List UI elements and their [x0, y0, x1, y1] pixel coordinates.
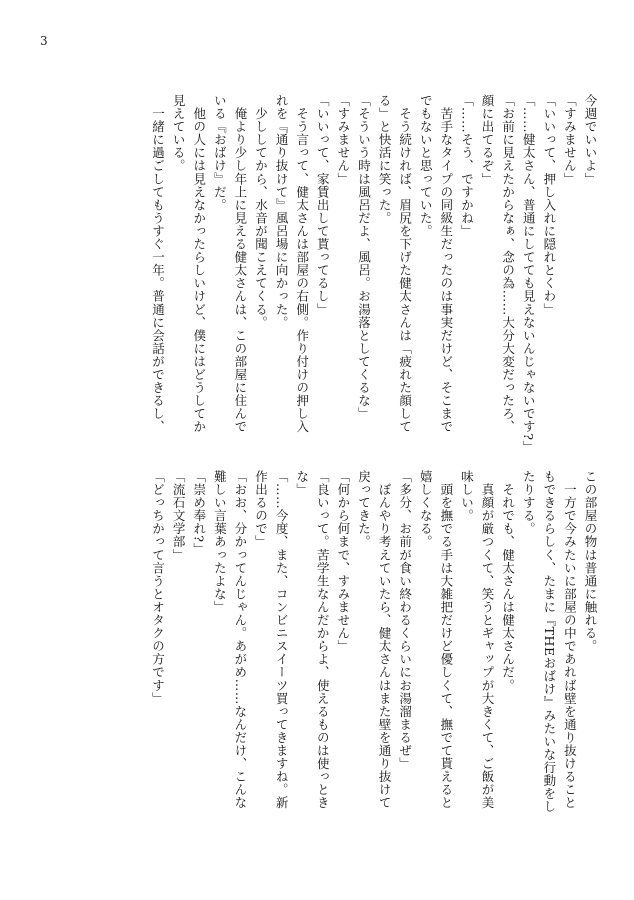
text-line: 「良いって。苦学生なんだからよ、使えるものは使っとき	[315, 470, 331, 810]
text-line: 見えている。	[171, 94, 187, 173]
page-number: 3	[40, 34, 48, 48]
text-line: 「そういう時は風呂だよ、風呂。お湯落としてくるな」	[356, 94, 372, 421]
text-line: る」と快活に笑った。	[377, 94, 393, 225]
text-line: 「すみません」	[562, 94, 578, 186]
text-line: この部屋の物は普通に触れる。	[583, 470, 598, 653]
text-line: 一緒に過ごしてもうすぐ一年。普通に会話ができるし、	[150, 94, 166, 434]
text-line: 苦手なタイプの同級生だったのは事実だけど、そこまで	[438, 94, 454, 434]
text-line: 今週でいいよ」	[583, 94, 598, 186]
text-line: 嬉しくなる。	[418, 470, 434, 549]
text-line: 「……そう、ですかね」	[459, 94, 475, 238]
text-line: 「おお、分かってんじゃん。あがめ……なんだけ、こんな	[232, 470, 248, 810]
text-line: 「多分、お前が食い終わるくらいにお湯溜まるぜ」	[397, 470, 413, 771]
text-line: 「いいって、家賃出して貰ってるし」	[315, 94, 331, 316]
text-line: 戻ってきた。	[356, 470, 372, 549]
text-line: 「……健太さん、普通にしてても見えないんじゃないです?」	[521, 94, 537, 454]
text-line: 頭を撫でる手は大雑把だけど優しくて、撫でて貰えると	[438, 470, 454, 810]
text-line: それでも、健太さんは健太さんだ。	[500, 470, 516, 692]
text-line: そう言って、健太さんは部屋の右側。作り付けの押し入	[294, 94, 310, 434]
text-line: 「崇め奉れ?」	[191, 470, 207, 556]
bottom-text-block	[147, 470, 600, 815]
text-line: 味しい。	[459, 470, 475, 523]
text-line: 難しい言葉あったよな」	[212, 470, 228, 614]
text-line: そう続ければ、眉尻を下げた健太さんは「疲れた顔して	[397, 94, 413, 434]
text-line: れを『通り抜けて』風呂場に向かった。	[274, 94, 290, 329]
text-line: 真顔が厳つくて、笑うとギャップが大きくて、ご飯が美	[480, 470, 496, 810]
text-line: 「お前に見えたからなぁ、念の為……大分大変だったろ、	[500, 94, 516, 434]
text-line: 作出るので」	[253, 470, 269, 549]
text-line: な」	[294, 470, 310, 497]
text-line: もできるらしく、たまに『THEおばけ』みたいな行動をし	[541, 470, 557, 814]
text-line: 少ししてから、水音が聞こえてくる。	[253, 94, 269, 329]
text-line: 俺より少し年上に見える健太さんは、この部屋に住んで	[232, 94, 248, 434]
text-line: いる『おばけ』だ。	[212, 94, 228, 212]
text-line: ぼんやり考えていたら、健太さんはまた壁を通り抜けて	[377, 470, 393, 810]
text-line: 「どっちかって言うとオタクの方です」	[150, 470, 166, 705]
text-line: 顔に出てるぞ」	[480, 94, 496, 186]
text-line: 「何から何まで、すみません」	[335, 470, 351, 653]
top-text-block	[147, 94, 600, 454]
text-line: 「……今度、また、コンビニスイーツ買ってきますね。新	[274, 470, 290, 810]
text-line: 他の人には見えなかったらしいけど、僕にはどうしてか	[191, 94, 207, 434]
text-line: 「いいって、押し入れに隠れとくわ」	[541, 94, 557, 316]
text-line: たりする。	[521, 470, 537, 536]
text-line: 一方で今みたいに部屋の中であれば壁を通り抜けること	[562, 470, 578, 810]
text-line: でもないと思っていた。	[418, 94, 434, 238]
text-line: 「すみません」	[335, 94, 351, 186]
text-line: 「流石文学部」	[171, 470, 187, 562]
